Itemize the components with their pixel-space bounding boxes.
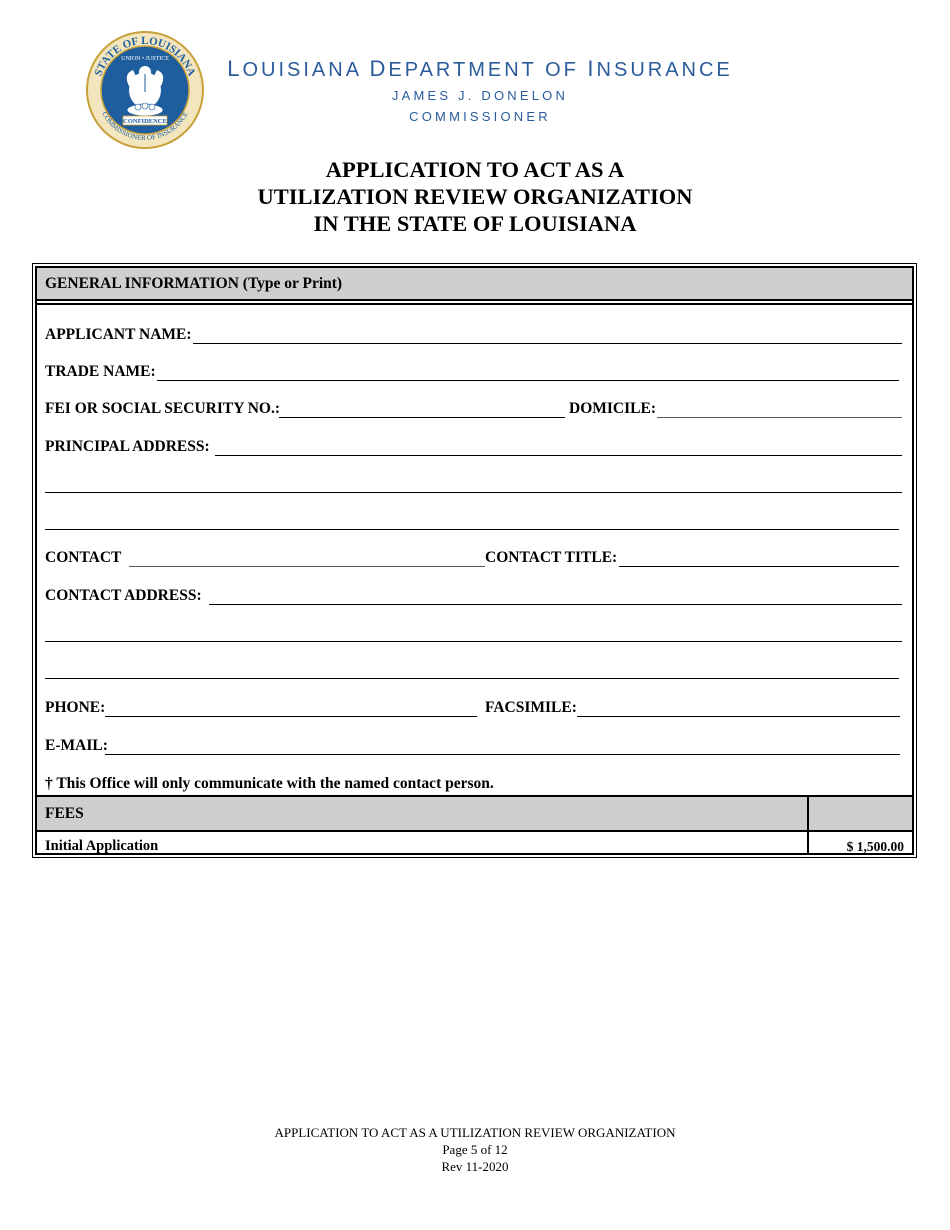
contact-field[interactable] (129, 566, 485, 567)
fee-label-initial-application: Initial Application (45, 838, 159, 854)
contact-address-line-2[interactable] (45, 641, 902, 642)
fei-domicile-row (45, 398, 902, 420)
contact-address-row (45, 585, 902, 607)
phone-label: PHONE: (45, 699, 106, 716)
domicile-label: DOMICILE: (569, 400, 656, 417)
agency-header (200, 56, 760, 124)
title-line-2: UTILIZATION REVIEW ORGANIZATION (257, 184, 693, 209)
contact-row (45, 547, 902, 569)
seal-ribbon-top: UNION • JUSTICE (121, 56, 169, 62)
principal-address-line-2-row (45, 473, 902, 495)
header-divider (37, 301, 912, 305)
contact-title-field[interactable] (619, 566, 899, 567)
trade-name-row (45, 361, 902, 383)
principal-address-label: PRINCIPAL ADDRESS: (45, 438, 210, 455)
document-title (0, 156, 950, 237)
contact-address-field[interactable] (209, 604, 902, 605)
title-line-1: APPLICATION TO ACT AS A (325, 157, 625, 182)
agency-name-cap-3: I (587, 56, 597, 81)
email-row (45, 735, 902, 757)
louisiana-seal-logo (85, 30, 205, 150)
agency-name-cap-1: L (227, 56, 243, 81)
contact-address-line-3-row (45, 659, 902, 681)
agency-name-rest-3: NSURANCE (596, 59, 733, 81)
email-label: E-MAIL: (45, 737, 108, 754)
applicant-name-row (45, 324, 902, 346)
form-frame (35, 266, 914, 855)
contact-address-label: CONTACT ADDRESS: (45, 587, 202, 604)
applicant-name-label: APPLICANT NAME: (45, 326, 192, 343)
general-information-title: GENERAL INFORMATION (Type or Print) (45, 275, 343, 292)
fei-ssn-label: FEI OR SOCIAL SECURITY NO.: (45, 400, 280, 417)
agency-name-cap-2: D (369, 56, 389, 81)
seal-arc-top: STATE OF LOUISIANA (92, 35, 198, 78)
principal-address-line-3-row (45, 510, 902, 532)
seal-ribbon-bottom: CONFIDENCE (123, 118, 167, 125)
fei-ssn-field[interactable] (279, 417, 565, 418)
facsimile-label: FACSIMILE: (485, 699, 577, 716)
principal-address-field[interactable] (215, 455, 902, 456)
domicile-field[interactable] (657, 417, 902, 418)
footer-revision: Rev 11-2020 (441, 1159, 509, 1174)
contact-address-line-2-row (45, 622, 902, 644)
fees-row-divider (37, 830, 912, 832)
contact-label: CONTACT (45, 549, 122, 566)
agency-name-rest-2: EPARTMENT OF (388, 59, 588, 81)
commissioner-title: COMMISSIONER (409, 109, 551, 124)
contact-title-label: CONTACT TITLE: (485, 549, 618, 566)
contact-address-line-3[interactable] (45, 678, 899, 679)
title-line-3: IN THE STATE OF LOUISIANA (313, 211, 637, 236)
trade-name-label: TRADE NAME: (45, 363, 156, 380)
principal-address-row (45, 436, 902, 458)
seal-arc-bottom: COMMISSIONER OF INSURANCE (100, 110, 190, 143)
trade-name-field[interactable] (157, 380, 899, 381)
fees-title: FEES (45, 805, 84, 822)
phone-field[interactable] (105, 716, 477, 717)
facsimile-field[interactable] (577, 716, 900, 717)
footer-page-number: Page 5 of 12 (442, 1142, 508, 1157)
footer-title: APPLICATION TO ACT AS A UTILIZATION REVIEW ORGANIZATION (274, 1125, 676, 1140)
fees-column-divider (807, 795, 809, 853)
agency-name-rest-1: OUISIANA (242, 59, 370, 81)
principal-address-line-3[interactable] (45, 529, 899, 530)
email-field[interactable] (105, 754, 900, 755)
applicant-name-field[interactable] (193, 343, 902, 344)
contact-note: † This Office will only communicate with the named contact person. (45, 775, 494, 792)
phone-fax-row (45, 697, 902, 719)
fees-header (37, 795, 912, 832)
principal-address-line-2[interactable] (45, 492, 902, 493)
commissioner-name: JAMES J. DONELON (391, 88, 569, 103)
general-information-header (37, 268, 912, 301)
page-footer (0, 1124, 950, 1175)
application-form (32, 263, 917, 858)
fee-amount-initial-application: $ 1,500.00 (846, 839, 904, 854)
agency-name (200, 56, 760, 82)
